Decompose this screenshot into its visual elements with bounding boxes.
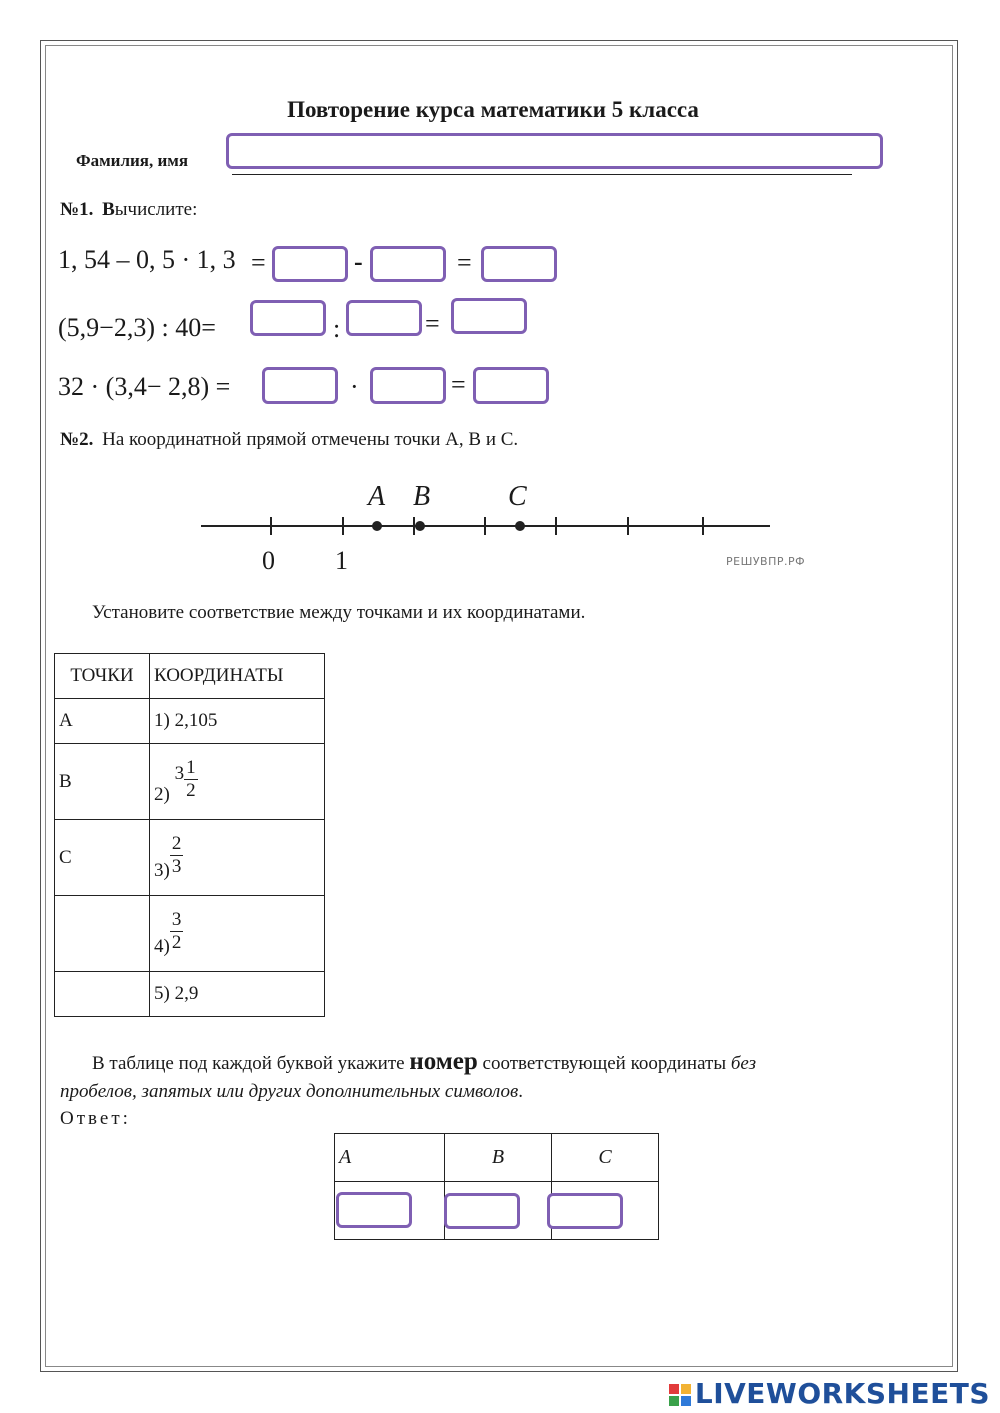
point-a-label: A (368, 481, 386, 512)
minus-sign-1: - (354, 247, 363, 276)
answer-prompt-bold: номер (409, 1048, 478, 1075)
task2-heading (60, 429, 518, 451)
table-row (55, 820, 325, 896)
point-b-label: B (413, 481, 431, 512)
header-points: ТОЧКИ (55, 654, 150, 699)
answer-prompt-italic-2: пробелов, запятых или других дополнительных символов (60, 1081, 519, 1102)
point-cell-empty-1 (55, 896, 150, 972)
page-title: Повторение курса математики 5 класса (287, 97, 699, 122)
coord-4-prefix: 4) (154, 935, 170, 957)
logo-square-3 (669, 1396, 679, 1406)
coord-2-fraction (184, 757, 198, 802)
answer-header-b: B (445, 1134, 552, 1182)
header-coordinates: КООРДИНАТЫ (150, 654, 325, 699)
answer-prompt-mid: соответствующей координаты (482, 1053, 727, 1074)
coord-4-numerator: 3 (171, 909, 182, 931)
equals-sign-3: = (451, 370, 466, 399)
table-row (335, 1134, 659, 1182)
answer-box-2c[interactable] (451, 298, 527, 334)
coord-2-denominator: 2 (186, 780, 196, 802)
dot-sign-3: · (350, 372, 359, 401)
point-b-marker (415, 521, 425, 531)
answer-box-1a[interactable] (272, 246, 348, 282)
coord-4-denominator: 2 (171, 932, 182, 954)
equals-sign-1a: = (251, 248, 266, 277)
answer-prompt-start: В таблице под каждой буквой укажите (92, 1053, 405, 1074)
answer-box-3a[interactable] (262, 367, 338, 404)
axis-label-1: 1 (335, 546, 348, 575)
number-line (196, 480, 776, 580)
coord-3-denominator: 3 (171, 856, 182, 878)
answer-input-c[interactable] (547, 1193, 623, 1229)
answer-prompt-line2 (60, 1081, 523, 1103)
task1-heading (60, 199, 197, 221)
logo-mark-icon (669, 1384, 691, 1406)
axis-label-0: 0 (262, 546, 275, 575)
coord-2-numerator: 1 (186, 757, 196, 779)
table-row (55, 972, 325, 1017)
table-row (55, 744, 325, 820)
coord-3-numerator: 2 (171, 833, 182, 855)
task2-number: №2. (60, 429, 94, 450)
name-label: Фамилия, имя (76, 151, 189, 170)
answer-header-a: A (335, 1134, 445, 1182)
coord-3-prefix: 3) (154, 859, 170, 881)
coord-cell-2 (150, 744, 325, 820)
colon-sign-2: : (333, 314, 341, 343)
answer-input-a[interactable] (336, 1192, 412, 1228)
point-cell-empty-2 (55, 972, 150, 1017)
name-underline (232, 174, 852, 175)
point-a-marker (372, 521, 382, 531)
table-row (55, 654, 325, 699)
answer-box-2a[interactable] (250, 300, 326, 336)
answer-prompt-italic-1: без (730, 1053, 757, 1074)
answer-label: Ответ: (60, 1108, 131, 1129)
answer-box-3b[interactable] (370, 367, 446, 404)
point-cell-c: С (55, 820, 150, 896)
logo-text: LIVEWORKSHEETS (694, 1377, 990, 1410)
answer-prompt (92, 1048, 756, 1076)
task2-text: На координатной прямой отмечены точки А, В и С. (102, 429, 519, 450)
coord-4-fraction (170, 909, 184, 954)
answer-box-1b[interactable] (370, 246, 446, 282)
logo-square-4 (681, 1396, 691, 1406)
answer-header-c: C (552, 1134, 659, 1182)
coord-cell-4 (150, 896, 325, 972)
expression-2: (5,9−2,3) : 40= (58, 313, 216, 342)
task1-number: №1. (60, 199, 94, 220)
point-cell-a: А (55, 699, 150, 744)
expression-1: 1, 54 – 0, 5 · 1, 3 (58, 245, 236, 274)
table-row (55, 896, 325, 972)
coord-cell-3 (150, 820, 325, 896)
coordinates-table (54, 653, 325, 1017)
answer-input-b[interactable] (444, 1193, 520, 1229)
source-watermark: РЕШУВПР.РФ (726, 555, 806, 568)
task2-instruction: Установите соответствие между точками и их координатами. (92, 602, 586, 623)
answer-box-2b[interactable] (346, 300, 422, 336)
coord-cell-5: 5) 2,9 (150, 972, 325, 1017)
task1-bold-letter: В (102, 199, 115, 220)
name-input[interactable] (226, 133, 883, 169)
coord-3-fraction (170, 833, 184, 878)
coord-2-whole: 3 (174, 762, 185, 784)
answer-box-1c[interactable] (481, 246, 557, 282)
point-c-label: C (508, 481, 527, 512)
equals-sign-1b: = (457, 248, 472, 277)
equals-sign-2: = (425, 309, 440, 338)
point-cell-b: В (55, 744, 150, 820)
coord-cell-1: 1) 2,105 (150, 699, 325, 744)
logo-square-2 (681, 1384, 691, 1394)
table-row (55, 699, 325, 744)
liveworksheets-logo (669, 1377, 990, 1410)
point-c-marker (515, 521, 525, 531)
answer-prompt-end: . (518, 1081, 524, 1102)
logo-square-1 (669, 1384, 679, 1394)
expression-3: 32 · (3,4− 2,8) = (58, 372, 231, 401)
answer-box-3c[interactable] (473, 367, 549, 404)
task1-text: ычислите: (114, 199, 198, 220)
coord-2-prefix: 2) (154, 783, 170, 805)
